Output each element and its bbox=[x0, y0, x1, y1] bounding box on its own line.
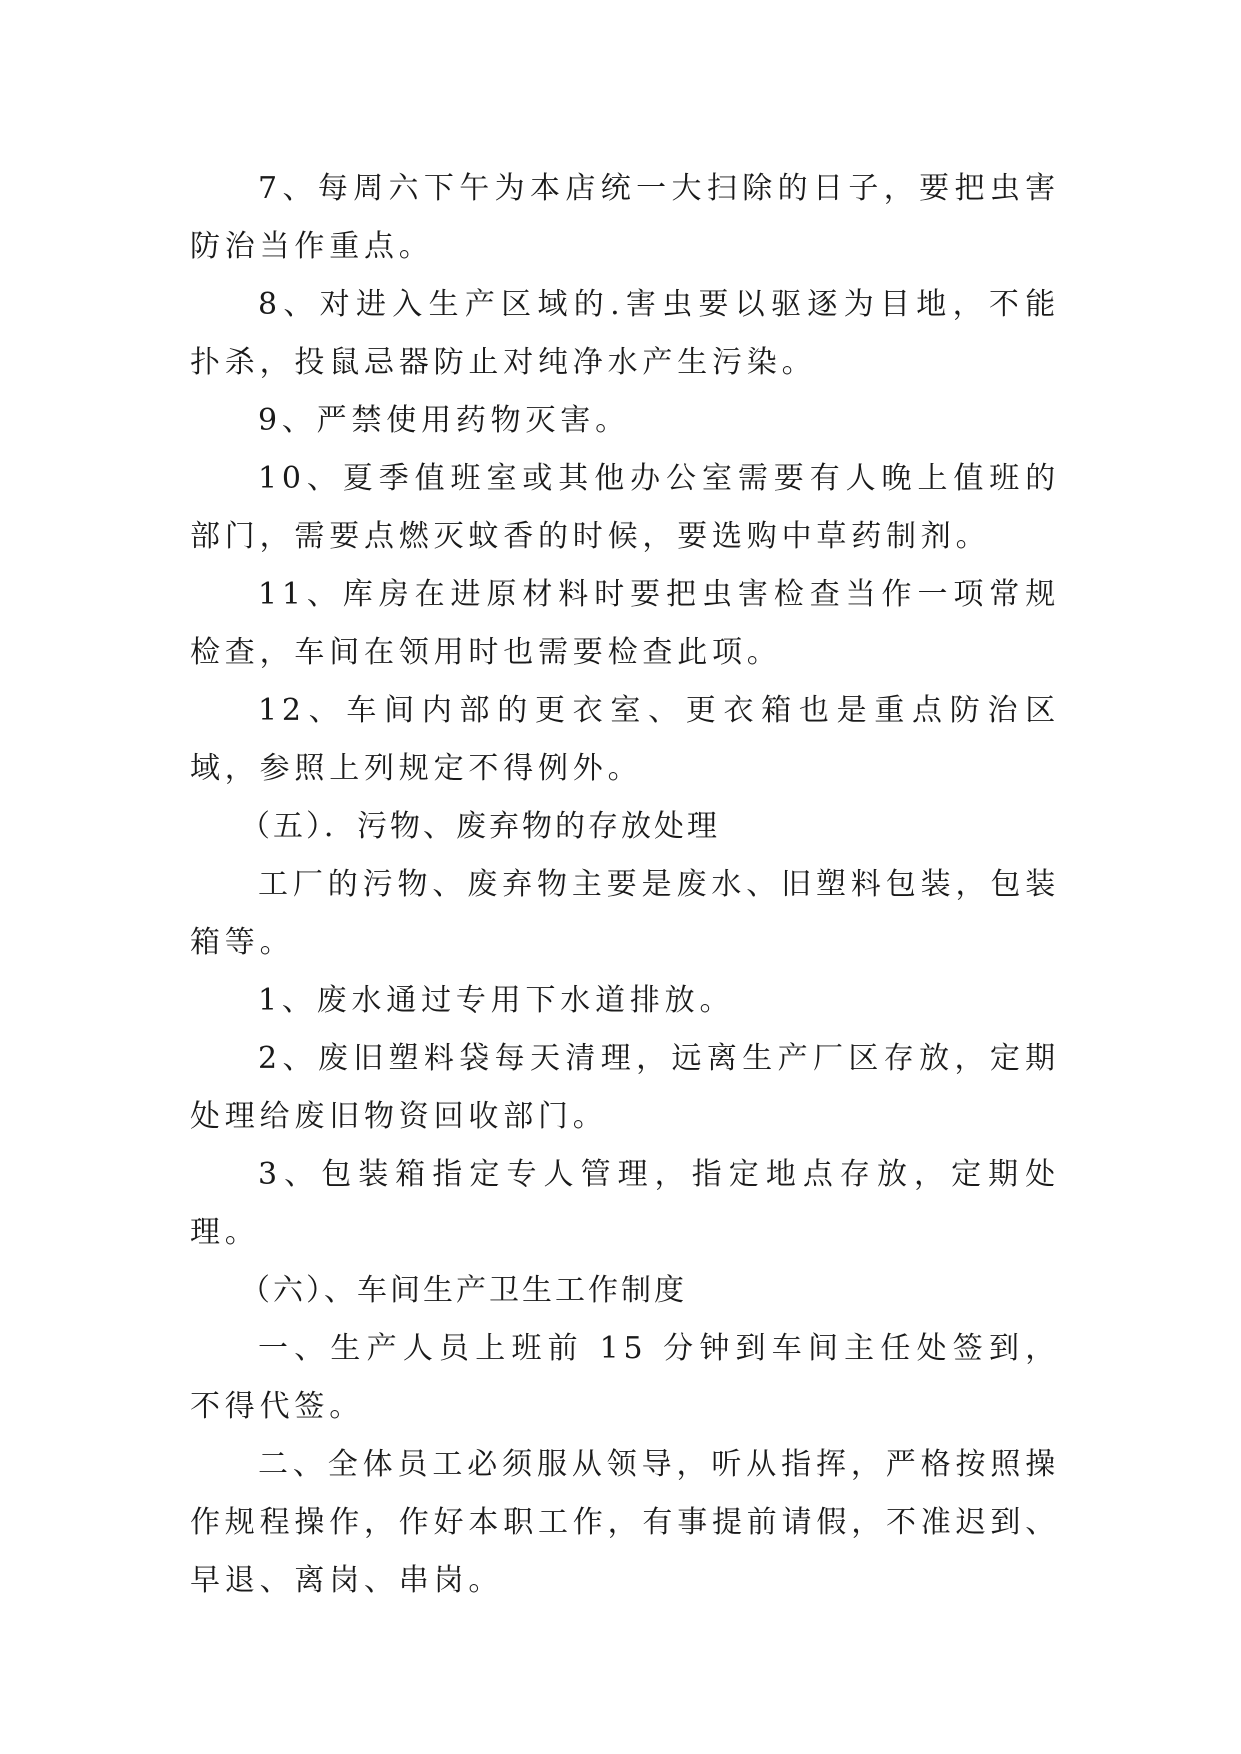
paragraph-12: 12、车间内部的更衣室、更衣箱也是重点防治区域，参照上列规定不得例外。 bbox=[190, 693, 1060, 786]
paragraph-11: 11、库房在进原材料时要把虫害检查当作一项常规检查，车间在领用时也需要检查此项。 bbox=[190, 577, 1060, 670]
paragraph-waste-intro: 工厂的污物、废弃物主要是废水、旧塑料包装，包装箱等。 bbox=[190, 867, 1060, 960]
paragraph-7: 7、每周六下午为本店统一大扫除的日子，要把虫害防治当作重点。 bbox=[190, 171, 1060, 264]
paragraph-10: 10、夏季值班室或其他办公室需要有人晚上值班的部门，需要点燃灭蚊香的时候，要选购中草药制剂。 bbox=[190, 461, 1060, 554]
paragraph-waste-1: 1、废水通过专用下水道排放。 bbox=[258, 983, 735, 1018]
paragraph-rule-2: 二、全体员工必须服从领导，听从指挥，严格按照操作规程操作，作好本职工作，有事提前请假，不准迟到、早退、离岗、串岗。 bbox=[190, 1447, 1060, 1598]
paragraph-waste-3: 3、包装箱指定专人管理，指定地点存放，定期处理。 bbox=[190, 1157, 1060, 1250]
paragraph-9: 9、严禁使用药物灭害。 bbox=[258, 403, 630, 438]
paragraph-rule-1: 一、生产人员上班前 15 分钟到车间主任处签到，不得代签。 bbox=[190, 1331, 1060, 1424]
paragraph-8: 8、对进入生产区域的.害虫要以驱逐为目地，不能扑杀，投鼠忌器防止对纯净水产生污染。 bbox=[190, 287, 1060, 380]
section-heading-6: （六）、车间生产卫生工作制度 bbox=[240, 1273, 687, 1308]
section-heading-5: （五）．污物、废弃物的存放处理 bbox=[240, 809, 720, 844]
document-body bbox=[190, 160, 1060, 1610]
paragraph-waste-2: 2、废旧塑料袋每天清理，远离生产厂区存放，定期处理给废旧物资回收部门。 bbox=[190, 1041, 1060, 1134]
